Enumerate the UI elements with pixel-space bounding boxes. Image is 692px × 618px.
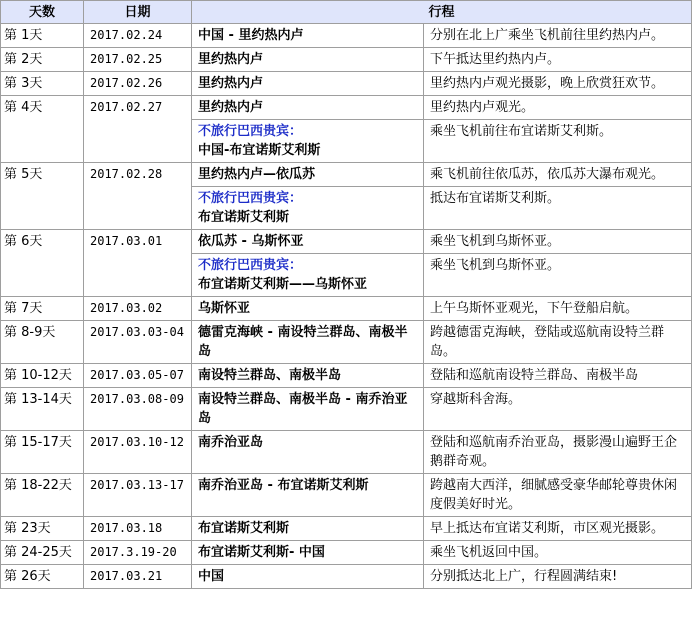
table-header — [1, 1, 692, 24]
description-cell: 穿越斯科舍海。 — [424, 388, 692, 431]
route-cell: 里约热内卢—依瓜苏 — [192, 163, 424, 187]
day-cell: 第 2天 — [1, 48, 84, 72]
alt-description-cell: 乘坐飞机前往布宜诺斯艾利斯。 — [424, 120, 692, 163]
route-cell: 中国 — [192, 565, 424, 589]
header-itinerary: 行程 — [192, 1, 692, 24]
table-row — [1, 163, 692, 187]
route-cell: 中国 - 里约热内卢 — [192, 24, 424, 48]
header-day: 天数 — [1, 1, 84, 24]
route-cell: 南乔治亚岛 - 布宜诺斯艾利斯 — [192, 474, 424, 517]
route-cell: 布宜诺斯艾利斯- 中国 — [192, 541, 424, 565]
day-cell: 第 15-17天 — [1, 431, 84, 474]
table-row — [1, 24, 692, 48]
day-cell: 第 10-12天 — [1, 364, 84, 388]
day-cell: 第 26天 — [1, 565, 84, 589]
description-cell: 跨越南大西洋，细腻感受豪华邮轮尊贵休闲度假美好时光。 — [424, 474, 692, 517]
route-cell: 布宜诺斯艾利斯 — [192, 517, 424, 541]
day-cell: 第 13-14天 — [1, 388, 84, 431]
date-cell: 2017.03.08-09 — [84, 388, 192, 431]
alt-route-cell — [192, 187, 424, 230]
table-row — [1, 96, 692, 120]
date-cell: 2017.02.26 — [84, 72, 192, 96]
description-cell: 下午抵达里约热内卢。 — [424, 48, 692, 72]
alt-description-cell: 抵达布宜诺斯艾利斯。 — [424, 187, 692, 230]
table-row — [1, 72, 692, 96]
route-cell: 乌斯怀亚 — [192, 297, 424, 321]
date-cell: 2017.03.21 — [84, 565, 192, 589]
date-cell: 2017.02.28 — [84, 163, 192, 230]
day-cell: 第 23天 — [1, 517, 84, 541]
table-row — [1, 517, 692, 541]
description-cell: 里约热内卢观光摄影，晚上欣赏狂欢节。 — [424, 72, 692, 96]
table-row — [1, 230, 692, 254]
alt-route-text: 布宜诺斯艾利斯 — [198, 210, 290, 225]
description-cell: 分别在北上广乘坐飞机前往里约热内卢。 — [424, 24, 692, 48]
description-cell: 乘坐飞机到乌斯怀亚。 — [424, 230, 692, 254]
route-cell: 德雷克海峡 - 南设特兰群岛、南极半岛 — [192, 321, 424, 364]
description-cell: 上午乌斯怀亚观光，下午登船启航。 — [424, 297, 692, 321]
table-row — [1, 565, 692, 589]
table-row — [1, 48, 692, 72]
day-cell: 第 4天 — [1, 96, 84, 163]
day-cell: 第 7天 — [1, 297, 84, 321]
date-cell: 2017.03.03-04 — [84, 321, 192, 364]
date-cell: 2017.02.27 — [84, 96, 192, 163]
alt-route-label: 不旅行巴西贵宾： — [198, 258, 303, 273]
description-cell: 早上抵达布宜诺艾利斯，市区观光摄影。 — [424, 517, 692, 541]
route-cell: 南设特兰群岛、南极半岛 - 南乔治亚岛 — [192, 388, 424, 431]
alt-route-cell — [192, 120, 424, 163]
day-cell: 第 6天 — [1, 230, 84, 297]
table-row — [1, 364, 692, 388]
alt-description-cell: 乘坐飞机到乌斯怀亚。 — [424, 254, 692, 297]
table-row — [1, 431, 692, 474]
date-cell: 2017.03.10-12 — [84, 431, 192, 474]
table-body — [1, 24, 692, 589]
route-cell: 南设特兰群岛、南极半岛 — [192, 364, 424, 388]
description-cell: 乘飞机前往依瓜苏，依瓜苏大瀑布观光。 — [424, 163, 692, 187]
route-cell: 里约热内卢 — [192, 72, 424, 96]
date-cell: 2017.03.05-07 — [84, 364, 192, 388]
date-cell: 2017.02.25 — [84, 48, 192, 72]
description-cell: 登陆和巡航南乔治亚岛，摄影漫山遍野王企鹅群奇观。 — [424, 431, 692, 474]
alt-route-label: 不旅行巴西贵宾： — [198, 124, 303, 139]
table-row — [1, 541, 692, 565]
alt-route-cell — [192, 254, 424, 297]
day-cell: 第 18-22天 — [1, 474, 84, 517]
date-cell: 2017.02.24 — [84, 24, 192, 48]
table-row — [1, 388, 692, 431]
day-cell: 第 8-9天 — [1, 321, 84, 364]
description-cell: 登陆和巡航南设特兰群岛、南极半岛 — [424, 364, 692, 388]
date-cell: 2017.3.19-20 — [84, 541, 192, 565]
day-cell: 第 5天 — [1, 163, 84, 230]
description-cell: 分别抵达北上广，行程圆满结束! — [424, 565, 692, 589]
date-cell: 2017.03.01 — [84, 230, 192, 297]
description-cell: 里约热内卢观光。 — [424, 96, 692, 120]
route-cell: 里约热内卢 — [192, 96, 424, 120]
description-cell: 跨越德雷克海峡，登陆或巡航南设特兰群岛。 — [424, 321, 692, 364]
alt-route-label: 不旅行巴西贵宾： — [198, 191, 303, 206]
day-cell: 第 1天 — [1, 24, 84, 48]
table-row — [1, 297, 692, 321]
alt-route-text: 布宜诺斯艾利斯——乌斯怀亚 — [198, 277, 368, 292]
date-cell: 2017.03.02 — [84, 297, 192, 321]
route-cell: 南乔治亚岛 — [192, 431, 424, 474]
route-cell: 依瓜苏 - 乌斯怀亚 — [192, 230, 424, 254]
date-cell: 2017.03.13-17 — [84, 474, 192, 517]
alt-route-text: 中国-布宜诺斯艾利斯 — [198, 143, 321, 158]
table-row — [1, 321, 692, 364]
day-cell: 第 24-25天 — [1, 541, 84, 565]
description-cell: 乘坐飞机返回中国。 — [424, 541, 692, 565]
route-cell: 里约热内卢 — [192, 48, 424, 72]
table-row — [1, 474, 692, 517]
header-date: 日期 — [84, 1, 192, 24]
date-cell: 2017.03.18 — [84, 517, 192, 541]
day-cell: 第 3天 — [1, 72, 84, 96]
